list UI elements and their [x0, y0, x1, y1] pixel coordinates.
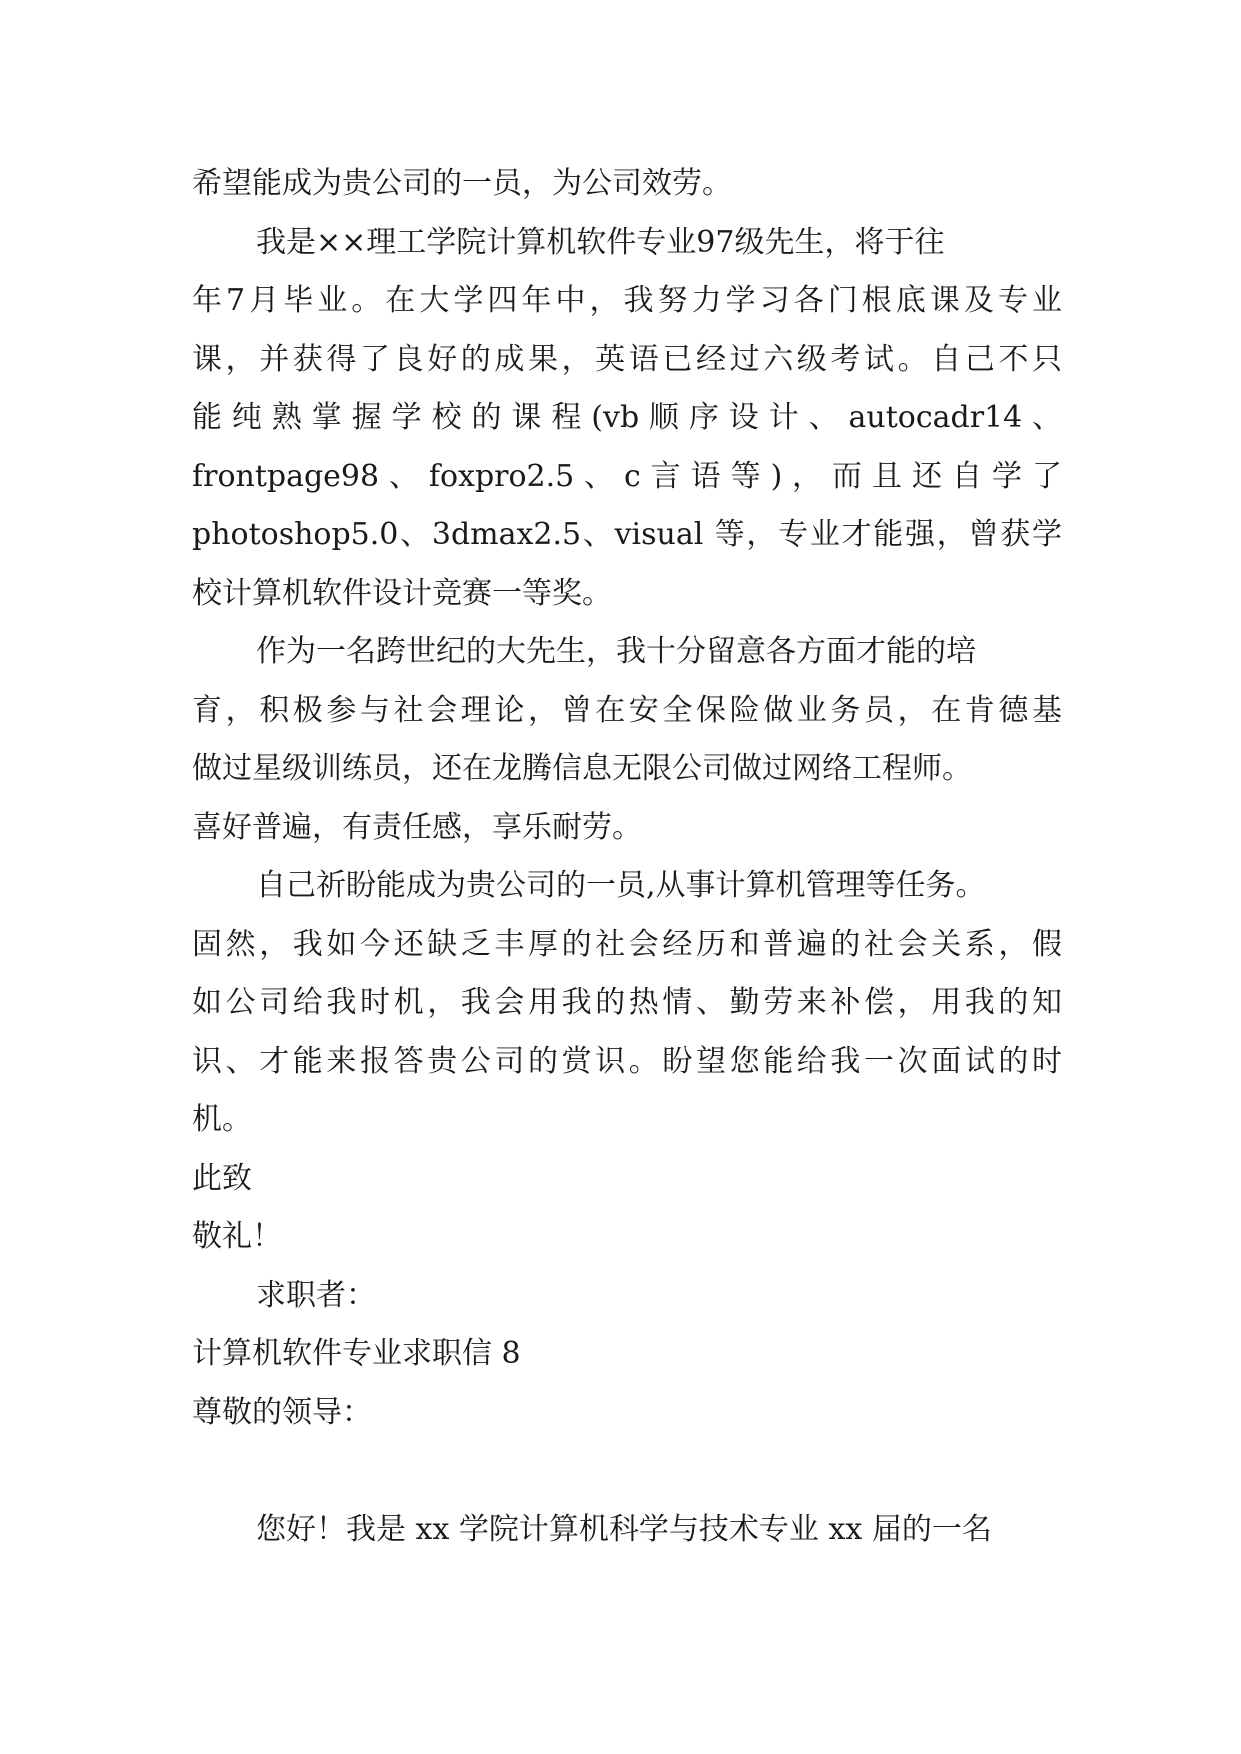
- text-line: frontpage98 、 foxpro2.5 、 c 言 语 等 ) ， 而 且 还 自 学 了: [192, 458, 1062, 494]
- text-line: 自己祈盼能成为贵公司的一员,从事计算机管理等任务。: [256, 868, 986, 903]
- text-line: 您好！我是 xx 学院计算机科学与技术专业 xx 届的一名: [256, 1511, 992, 1547]
- text-line: 固然，我如今还缺乏丰厚的社会经历和普遍的社会关系，假: [192, 926, 1062, 962]
- signature-label: 求职者：: [256, 1277, 376, 1313]
- text-line: 年7月毕业。在大学四年中，我努力学习各门根底课及专业: [192, 283, 1062, 318]
- text-line: 识、才能来报答贵公司的赏识。盼望您能给我一次面试的时: [192, 1043, 1062, 1079]
- blank-line: [192, 1442, 1062, 1501]
- text-line: 课，并获得了良好的成果，英语已经过六级考试。自己不只: [192, 341, 1062, 377]
- text-line: 能 纯 熟 掌 握 学 校 的 课 程 (vb 顺 序 设 计 、 autocadr14 、: [192, 400, 1062, 435]
- text-line: 喜好普遍，有责任感，享乐耐劳。: [192, 809, 642, 845]
- text-line: 如公司给我时机，我会用我的热情、勤劳来补偿，用我的知: [192, 985, 1062, 1020]
- text-line: 我是××理工学院计算机软件专业97级先生，将于往: [256, 224, 945, 260]
- text-line: 做过星级训练员，还在龙腾信息无限公司做过网络工程师。: [192, 751, 972, 786]
- text-line: 育，积极参与社会理论，曾在安全保险做业务员，在肯德基: [192, 692, 1062, 728]
- closing-salutation: 此致: [192, 1160, 252, 1196]
- closing-regards: 敬礼！: [192, 1219, 282, 1254]
- text-line: 作为一名跨世纪的大先生，我十分留意各方面才能的培: [256, 634, 976, 669]
- text-line: photoshop5.0、3dmax2.5、visual 等，专业才能强，曾获学: [192, 517, 1062, 552]
- text-line: 希望能成为贵公司的一员，为公司效劳。: [192, 166, 732, 201]
- document-page: [192, 155, 1062, 1559]
- section-heading: 计算机软件专业求职信 8: [192, 1336, 521, 1371]
- text-line: 校计算机软件设计竞赛一等奖。: [192, 575, 612, 611]
- text-line: 机。: [192, 1102, 252, 1137]
- greeting: 尊敬的领导：: [192, 1394, 372, 1430]
